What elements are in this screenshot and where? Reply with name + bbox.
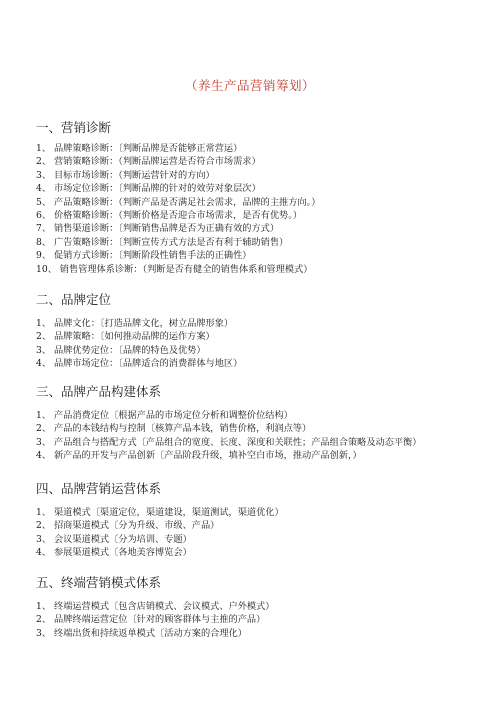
list-item: 6、 价格策略诊断：（判断价格是否迎合市场需求，是否有优势。） [36,210,303,222]
list-item: 2、 营销策略诊断：（判断品牌运营是否符合市场需求） [36,156,261,168]
list-item: 4、 参展渠道模式〔各地美容博览会） [36,547,192,559]
list-item: 3、 目标市场诊断：（判断运营针对的方向） [36,169,215,181]
list-item: 10、 销售管理体系诊断：（判断是否有健全的销售体系和管理模式） [36,263,313,275]
list-item: 3、 会议渠道模式〔分为培训、专题） [36,533,192,545]
list-item: 4、 新产品的开发与产品创新〔产品阶段升级，填补空白市场，推动产品创新，） [36,450,362,462]
document-title: （养生产品营销筹划） [184,78,315,93]
list-item: 1、 品牌文化：〔打造品牌文化，树立品牌形象） [36,318,234,329]
list-item: 9、 促销方式诊断：〔判断阶段性销售手法的正确性） [36,250,252,262]
list-item: 2、 品牌策略：〔如何推动品牌的运作方案） [36,331,215,343]
section-marketing-diagnosis [36,120,476,276]
list-item: 7、 销售渠道诊断：〔判断销售品牌是否为正确有效的方式） [36,223,280,235]
list-item: 3、 品牌优势定位：〔品牌的特色及优势） [36,344,206,356]
list-item: 1、 产品消费定位〔根据产品的市场定位分析和调整价位结构） [36,410,293,421]
list-item: 2、 招商渠道模式〔分为升级、市级、产品） [36,520,220,532]
list-item: 8、 广告策略诊断：〔判断宣传方式方法是否有利于辅助销售） [36,236,289,248]
list-item: 1、 渠道模式〔渠道定位，渠道建设，渠道测试，渠道优化） [36,507,284,518]
list-item: 4、 市场定位诊断：〔判断品牌的针对的效劳对象层次） [36,183,261,195]
section-heading: 一、营销诊断 [36,120,112,135]
list-item: 1、 终端运营模式〔包含店销模式、会议模式、户外模式） [36,601,275,612]
list-item: 2、 产品的本钱结构与控制〔核算产品本钱，销售价格，利润点等） [36,423,312,435]
list-item: 2、 品牌终端运营定位〔针对的顾客群体与主推的产品） [36,614,266,626]
section-terminal-marketing [36,575,476,640]
list-item: 3、 产品组合与搭配方式〔产品组合的宽度、长度、深度和关联性；产品组合策略及动态平衡） [36,436,422,448]
section-list [36,600,476,640]
section-brand-positioning [36,292,476,371]
list-item: 4、 品牌市场定位：〔品牌适合的消费群体与地区） [36,358,243,370]
section-heading: 四、品牌营销运营体系 [36,481,162,496]
section-list [36,317,476,371]
section-list [36,142,476,276]
list-item: 1、 品牌策略诊断：〔判断品牌是否能够正常营运） [36,143,243,154]
section-heading: 二、品牌定位 [36,292,112,307]
section-product-system [36,384,476,463]
section-heading: 五、终端营销模式体系 [36,575,162,590]
section-heading: 三、品牌产品构建体系 [36,384,162,399]
section-marketing-operations [36,481,476,560]
list-item: 5、 产品策略诊断：（判断产品是否满足社会需求，品牌的主推方向。） [36,196,321,208]
list-item: 3、 终端出货和持续返单模式〔活动方案的合理化） [36,627,247,639]
section-list [36,506,476,560]
section-list [36,409,476,463]
